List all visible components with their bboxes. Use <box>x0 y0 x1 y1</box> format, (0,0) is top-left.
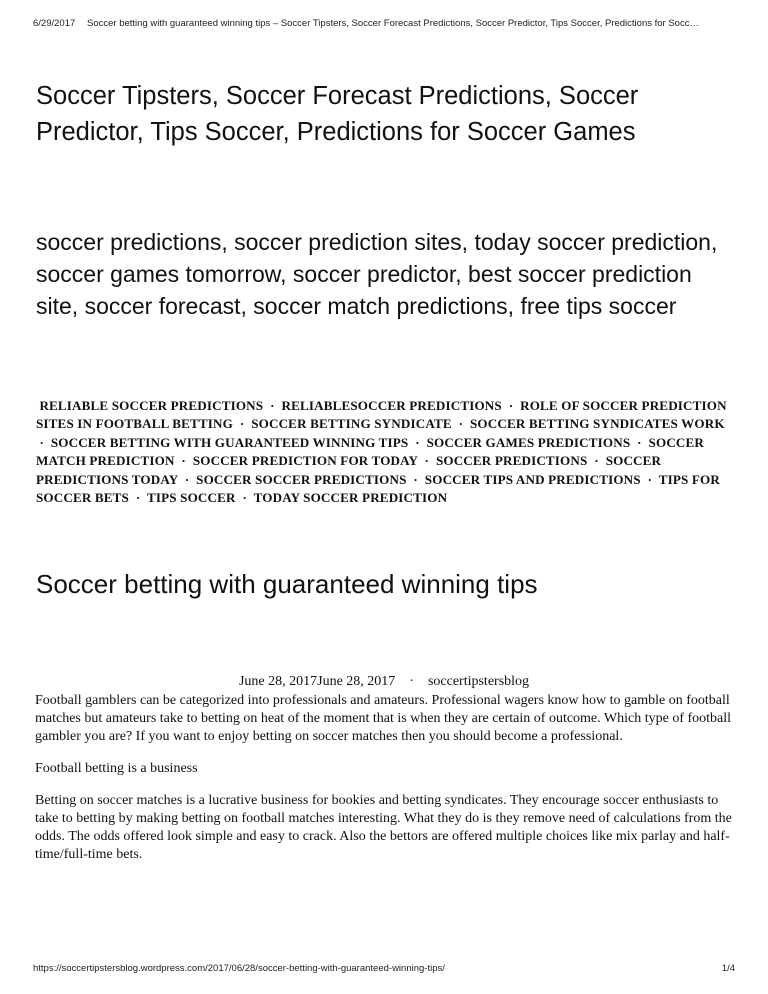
tag-link[interactable]: ROLE OF SOCCER PREDICTION SITES IN FOOTBALL BETTING <box>36 398 727 432</box>
tag-separator: · <box>508 398 514 413</box>
tag-link[interactable]: SOCCER GAMES PREDICTIONS <box>426 434 631 450</box>
tag-link[interactable]: SOCCER BETTING SYNDICATE <box>251 416 452 432</box>
tag-link[interactable]: SOCCER BETTING SYNDICATES WORK <box>470 416 725 432</box>
tag-link[interactable]: SOCCER MATCH PREDICTION <box>36 434 705 469</box>
print-page-number: 1/4 <box>721 963 735 974</box>
tag-link[interactable]: SOCCER SOCCER PREDICTIONS <box>196 471 407 487</box>
tag-separator: · <box>647 471 653 487</box>
print-footer <box>0 963 768 977</box>
tag-link[interactable]: SOCCER BETTING WITH GUARANTEED WINNING TIPS <box>50 434 409 450</box>
tag-link[interactable]: SOCCER PREDICTION FOR TODAY <box>192 453 418 469</box>
tag-separator: · <box>270 398 275 413</box>
post-author-link[interactable]: soccertipstersblog <box>427 674 530 689</box>
tag-separator: · <box>415 434 420 450</box>
tag-separator: · <box>594 453 599 469</box>
tag-separator: · <box>413 471 418 487</box>
post-subheading: Football betting is a business <box>35 761 198 776</box>
print-page-title: Soccer betting with guaranteed winning tips – Soccer Tipsters, Soccer Forecast Predictions, Soccer Predictor, Tips Soccer, Predictions for Socc… <box>87 18 699 29</box>
tag-link[interactable]: SOCCER TIPS AND PREDICTIONS <box>424 471 641 487</box>
tag-link[interactable]: TIPS SOCCER <box>147 490 236 506</box>
print-header <box>0 18 768 32</box>
site-title[interactable]: Soccer Tipsters, Soccer Forecast Predictions, Soccer Predictor, Tips Soccer, Predictions for Soccer Games <box>36 82 639 146</box>
print-url: https://soccertipstersblog.wordpress.com/2017/06/28/soccer-betting-with-guaranteed-winning-tips/ <box>33 963 445 974</box>
tag-separator: · <box>242 490 247 506</box>
tag-separator: · <box>424 453 430 469</box>
tag-separator: · <box>39 434 44 450</box>
tag-link[interactable]: SOCCER PREDICTIONS <box>435 453 588 469</box>
tag-separator: · <box>135 490 141 506</box>
tag-separator: · <box>184 471 190 487</box>
site-description: soccer predictions, soccer prediction sites, today soccer prediction, soccer games tomorrow, soccer predictor, best soccer prediction site, soccer forecast, soccer match predictions, free tips soccer <box>36 229 718 319</box>
tag-link[interactable]: RELIABLE SOCCER PREDICTIONS <box>39 398 264 413</box>
tag-separator: · <box>637 434 642 450</box>
tag-separator: · <box>239 416 245 432</box>
post-paragraph: Betting on soccer matches is a lucrative business for bookies and betting syndicates. They encourage soccer enthusiasts to take to betting by making betting on football matches interesting. What they do is they remove need of calculations from the odds. The odds offered look simple and easy to crack. Also the bettors are offered multiple choices like mix parlay and half-time/full-time bets. <box>35 793 732 862</box>
tag-link[interactable]: TIPS FOR SOCCER BETS <box>36 471 720 506</box>
post-date-link[interactable]: June 28, 2017June 28, 2017 <box>238 674 396 689</box>
tag-separator: · <box>181 453 186 469</box>
post-paragraph: Football gamblers can be categorized into professionals and amateurs. Professional wagers know how to gamble on football matches but amateurs take to betting on heat of the moment that is when they are certain of outcome. Which type of football gambler you are? If you want to enjoy betting on soccer matches then you should become a professional. <box>35 693 732 744</box>
tag-link[interactable]: SOCCER PREDICTIONS TODAY <box>36 453 662 487</box>
tag-separator: · <box>458 416 464 432</box>
tag-link[interactable]: TODAY SOCCER PREDICTION <box>253 490 448 506</box>
post-title[interactable]: Soccer betting with guaranteed winning tips <box>36 569 538 599</box>
post-content <box>35 692 745 878</box>
print-date: 6/29/2017 <box>33 18 76 29</box>
meta-separator: · <box>409 674 414 689</box>
tag-link[interactable]: RELIABLESOCCER PREDICTIONS <box>281 398 502 413</box>
tag-list <box>36 397 736 507</box>
post-meta <box>0 673 768 691</box>
